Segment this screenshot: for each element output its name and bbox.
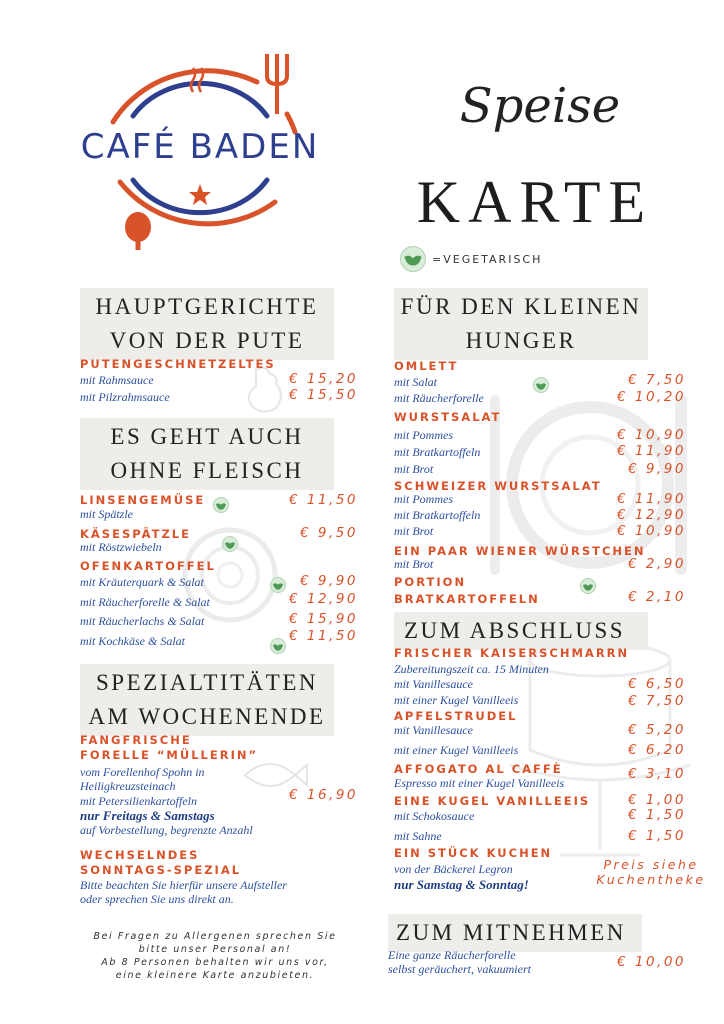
price-note-line: Preis siehe xyxy=(603,857,699,872)
item-putengeschnetzeltes: PUTENGESCHNETZELTES xyxy=(80,357,276,371)
item-price: € 11,50 xyxy=(288,492,358,508)
item-sub: mit Brot xyxy=(394,524,434,538)
item-sub: mit Kräuterquark & Salat xyxy=(80,575,204,589)
item-sub: oder sprechen Sie uns direkt an. xyxy=(80,892,234,906)
item-wurstsalat: WURSTSALAT xyxy=(394,410,502,424)
item-sub: mit Vanillesauce xyxy=(394,677,473,691)
item-price: € 7,50 xyxy=(628,693,686,709)
allergy-line: Ab 8 Personen behalten wir uns vor, xyxy=(101,957,329,968)
item-sub: mit Räucherforelle xyxy=(394,391,484,405)
item-kaesespaetzle: KÄSESPÄTZLE xyxy=(80,527,191,541)
item-highlight: nur Samstag & Sonntag! xyxy=(394,877,529,892)
item-kuchen: EIN STÜCK KUCHEN xyxy=(394,846,553,860)
heading-line: HAUPTGERICHTE xyxy=(95,294,319,319)
heading-line: ZUM MITNEHMEN xyxy=(396,920,626,945)
heading-line: AM WOCHENENDE xyxy=(88,704,326,729)
item-sub: selbst geräuchert, vakuumiert xyxy=(388,962,531,976)
item-sub: mit Rahmsauce xyxy=(80,373,154,387)
item-sub: Espresso mit einer Kugel Vanilleeis xyxy=(394,776,565,790)
item-price: € 15,90 xyxy=(288,611,358,627)
heading-line: HUNGER xyxy=(465,328,577,353)
heading-hauptgerichte xyxy=(80,288,334,360)
heading-line: VON DER PUTE xyxy=(109,328,305,353)
item-price: € 6,20 xyxy=(628,742,686,758)
item-sub: mit Kochkäse & Salat xyxy=(80,634,185,648)
vegetarian-icon xyxy=(400,246,426,272)
item-apfelstrudel: APFELSTRUDEL xyxy=(394,709,518,723)
item-price: € 15,20 xyxy=(288,371,358,387)
item-forelle: FANGFRISCHE xyxy=(80,733,192,747)
item-kaiserschmarrn: FRISCHER KAISERSCHMARRN xyxy=(394,646,630,660)
item-price: € 5,20 xyxy=(628,722,686,738)
item-sub: vom Forellenhof Spohn in xyxy=(80,765,205,779)
item-price: € 6,50 xyxy=(628,676,686,692)
item-ofenkartoffel: OFENKARTOFFEL xyxy=(80,559,216,573)
item-price: € 10,90 xyxy=(616,523,686,539)
heading-ohne-fleisch xyxy=(80,418,334,490)
item-price: € 11,90 xyxy=(616,491,686,507)
item-sub: mit Brot xyxy=(394,462,434,476)
heading-wochenende xyxy=(80,664,334,736)
item-price: € 9,90 xyxy=(300,573,358,589)
item-price: € 3,10 xyxy=(628,766,686,782)
item-price: € 12,90 xyxy=(616,507,686,523)
heading-kleiner-hunger xyxy=(394,288,648,360)
item-sub: mit Räucherforelle & Salat xyxy=(80,595,210,609)
item-sub: mit Petersilienkartoffeln xyxy=(80,794,197,808)
price-note xyxy=(592,857,710,887)
item-price: € 2,90 xyxy=(628,556,686,572)
item-sub: Eine ganze Räucherforelle xyxy=(388,948,516,962)
item-omlett: OMLETT xyxy=(394,359,459,373)
item-bratkartoffeln: PORTION xyxy=(394,575,467,589)
item-forelle: FORELLE “MÜLLERIN” xyxy=(80,748,259,762)
item-sub: mit Brot xyxy=(394,557,434,571)
item-affogato: AFFOGATO AL CAFFÈ xyxy=(394,762,563,776)
heading-line: FÜR DEN KLEINEN xyxy=(400,294,642,319)
vegetarian-icon xyxy=(213,497,229,513)
logo-wordmark: CAFÉ BADEN xyxy=(80,127,320,167)
item-price: € 12,90 xyxy=(288,591,358,607)
item-sub: auf Vorbestellung, begrenzte Anzahl xyxy=(80,823,253,837)
item-price: € 1,00 xyxy=(628,792,686,808)
item-price: € 10,00 xyxy=(616,954,686,970)
item-linsengemuese: LINSENGEMÜSE xyxy=(80,493,206,507)
item-sub: mit Pilzrahmsauce xyxy=(80,390,170,404)
item-sub: mit Schokosauce xyxy=(394,809,475,823)
item-wiener-wuerstchen: EIN PAAR WIENER WÜRSTCHEN xyxy=(394,544,646,558)
legend-text: =VEGETARISCH xyxy=(432,252,543,266)
allergy-line: Bei Fragen zu Allergenen sprechen Sie xyxy=(93,931,337,942)
allergy-note xyxy=(70,930,360,982)
item-highlight: nur Freitags & Samstags xyxy=(80,808,215,823)
heading-abschluss xyxy=(394,612,648,650)
item-sub: mit Salat xyxy=(394,375,438,389)
item-price: € 15,50 xyxy=(288,387,358,403)
item-sub: mit einer Kugel Vanilleeis xyxy=(394,743,519,757)
item-price: € 1,50 xyxy=(628,828,686,844)
item-sub: von der Bäckerei Legron xyxy=(394,862,513,876)
title-main: KARTE xyxy=(416,169,654,235)
item-price: € 1,50 xyxy=(628,807,686,823)
item-sub: mit Vanillesauce xyxy=(394,723,473,737)
item-sub: mit Pommes xyxy=(394,492,453,506)
item-sub: mit einer Kugel Vanilleeis xyxy=(394,693,519,707)
heading-line: ZUM ABSCHLUSS xyxy=(404,618,626,643)
item-price: € 11,50 xyxy=(288,628,358,644)
vegetarian-icon xyxy=(533,377,549,393)
item-sub: Bitte beachten Sie hierfür unsere Aufsteller xyxy=(80,878,287,892)
item-price: € 9,50 xyxy=(300,525,358,541)
heading-line: ES GEHT AUCH xyxy=(110,424,304,449)
allergy-line: eine kleinere Karte anzubieten. xyxy=(115,970,315,981)
heading-line: SPEZIALTITÄTEN xyxy=(96,670,318,695)
item-schweizer-wurstsalat: SCHWEIZER WURSTSALAT xyxy=(394,479,602,493)
item-price: € 10,90 xyxy=(616,427,686,443)
heading-line: OHNE FLEISCH xyxy=(110,458,304,483)
item-sub: mit Sahne xyxy=(394,829,442,843)
item-vanilleeis: EINE KUGEL VANILLEEIS xyxy=(394,794,591,808)
item-note: Zubereitungszeit ca. 15 Minuten xyxy=(394,662,549,676)
allergy-line: bitte unser Personal an! xyxy=(138,944,292,955)
item-sonntags-spezial: SONNTAGS-SPEZIAL xyxy=(80,863,242,877)
item-price: € 7,50 xyxy=(628,372,686,388)
title-script: Speise xyxy=(459,78,621,134)
price-note-line: Kuchentheke xyxy=(596,872,706,887)
item-sub: mit Röstzwiebeln xyxy=(80,540,162,554)
item-price: € 11,90 xyxy=(616,443,686,459)
item-bratkartoffeln: BRATKARTOFFELN xyxy=(394,592,540,606)
item-price: € 10,20 xyxy=(616,389,686,405)
item-sub: mit Bratkartoffeln xyxy=(394,508,481,522)
vegetarian-icon xyxy=(222,536,238,552)
item-price: € 16,90 xyxy=(288,787,358,803)
item-sub: mit Pommes xyxy=(394,428,453,442)
item-price: € 2,10 xyxy=(628,589,686,605)
vegetarian-legend xyxy=(400,245,600,273)
heading-mitnehmen xyxy=(388,914,642,952)
item-sub: mit Bratkartoffeln xyxy=(394,445,481,459)
item-sub: Heiligkreuzsteinach xyxy=(80,779,176,793)
vegetarian-icon xyxy=(580,578,596,594)
item-sub: mit Räucherlachs & Salat xyxy=(80,614,205,628)
item-sub: mit Spätzle xyxy=(80,507,133,521)
item-price: € 9,90 xyxy=(628,461,686,477)
item-sonntags-spezial: WECHSELNDES xyxy=(80,848,200,862)
